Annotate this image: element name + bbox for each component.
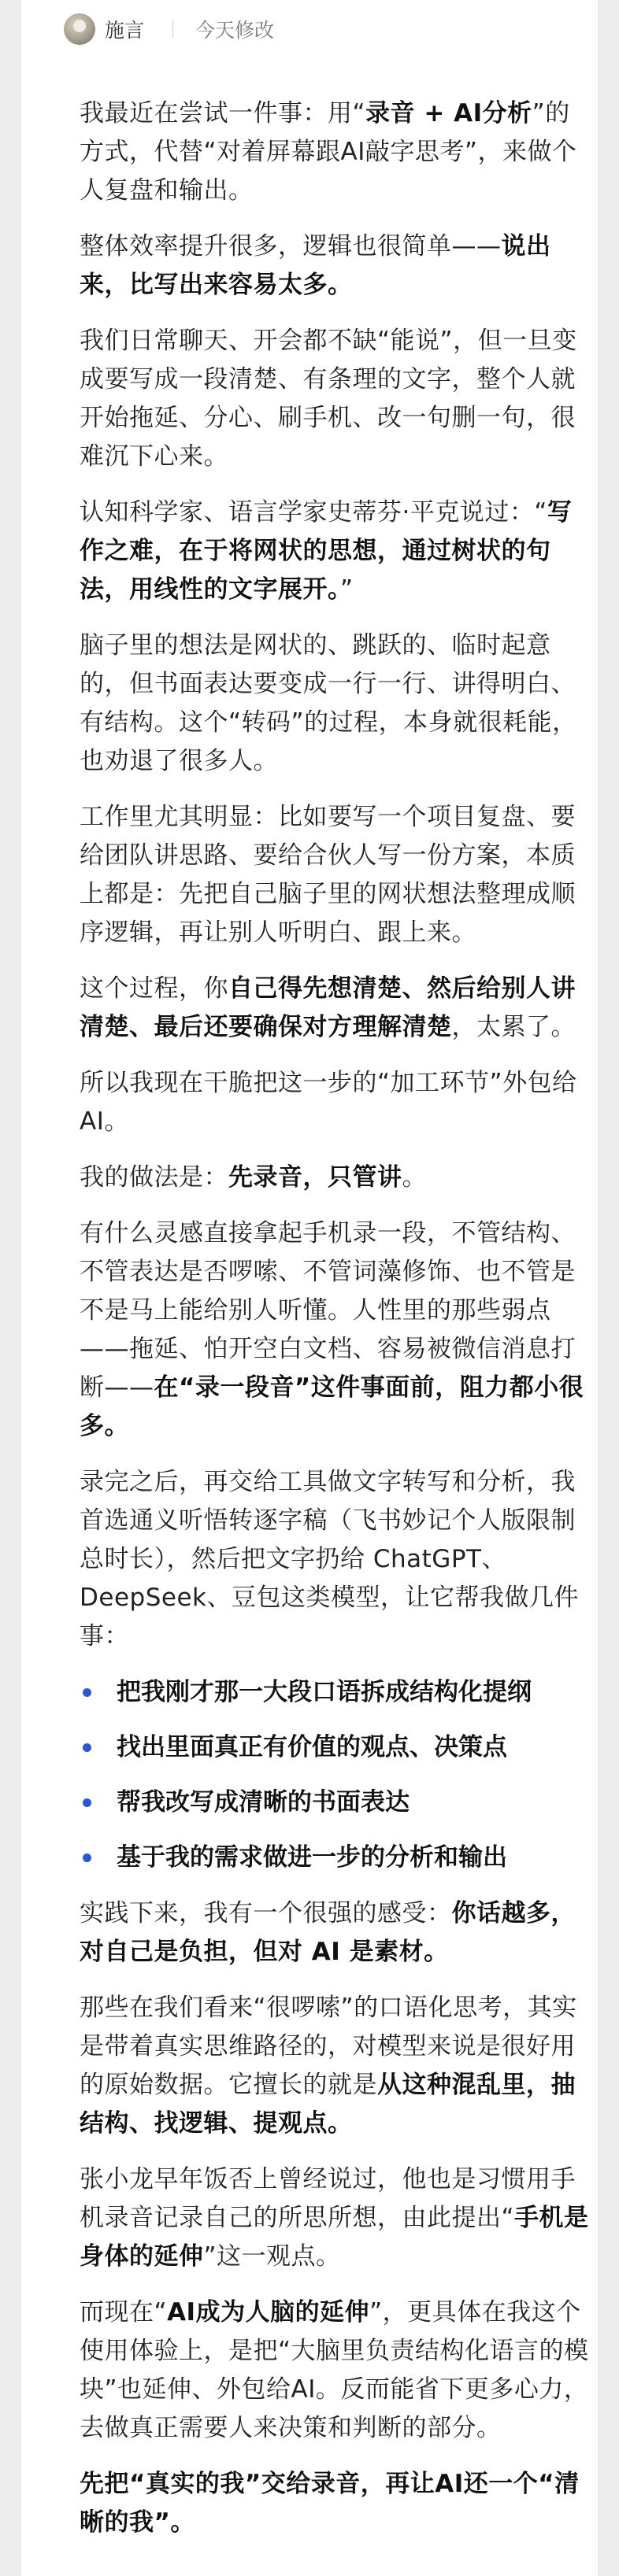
text-run: 有什么灵感直接拿起手机录一段，不管结构、不管表达是否啰嗦、不管词藻修饰、也不管是不是马上能给别人听懂。人性里的那些弱点——拖延、怕开空白文档、容易被微信消息打断—— <box>80 1219 576 1402</box>
text-run: 而现在“ <box>80 2298 168 2327</box>
note-header <box>64 11 274 47</box>
paragraph <box>80 322 591 476</box>
list-item <box>80 1673 591 1712</box>
bold-text-run: 自己得先想清楚、然后给别人讲清楚、最后还要确保对方理解清楚 <box>80 974 576 1041</box>
paragraph <box>80 227 591 305</box>
note-body <box>80 94 591 2559</box>
text-run: 所以我现在干脆把这一步的“加工环节”外包给AI。 <box>80 1069 577 1136</box>
text-run: 实践下来，我有一个很强的感受： <box>80 1899 452 1927</box>
paragraph <box>80 2293 591 2448</box>
list-item-text: 把我刚才那一大段口语拆成结构化提纲 <box>117 1678 532 1706</box>
paragraph <box>80 1064 591 1141</box>
text-run: ”这一观点。 <box>203 2242 341 2271</box>
bold-text-run: 先把“真实的我”交给录音，再让AI还一个“清晰的我”。 <box>80 2470 580 2537</box>
bold-text-run: 手机是身体的延伸 <box>80 2204 589 2271</box>
text-run: 张小龙早年饭否上曾经说过，他也是习惯用手机录音记录自己的所思所想，由此提出“ <box>80 2165 576 2232</box>
text-run: 我的做法是： <box>80 1163 228 1192</box>
bullet-dot-icon <box>83 1798 91 1807</box>
bold-text-run: 从这种混乱里，抽结构、找逻辑、提观点。 <box>80 2071 576 2138</box>
list-item <box>80 1728 591 1767</box>
paragraph <box>80 2160 591 2276</box>
paragraph <box>80 798 591 952</box>
text-run: 录完之后，再交给工具做文字转写和分析，我首选通义听悟转逐字稿（飞书妙记个人版限制总时长），然后把文字扔给 ChatGPT、DeepSeek、豆包这类模型，让它帮我做几件事： <box>80 1468 579 1650</box>
bullet-dot-icon <box>83 1853 91 1862</box>
bullet-dot-icon <box>83 1688 91 1697</box>
paragraph <box>80 970 591 1047</box>
edited-status: 今天修改 <box>195 19 275 42</box>
paragraph <box>80 1159 591 1197</box>
paragraph <box>80 1989 591 2143</box>
text-run: ”的方式，代替“对着屏幕跟AI敲字思考”，来做个人复盘和输出。 <box>80 99 577 205</box>
header-divider <box>172 20 173 38</box>
text-run: 我们日常聊天、开会都不缺“能说”，但一旦变成要写成一段清楚、有条理的文字，整个人就开始拖延、分心、刷手机、改一句删一句，很难沉下心来。 <box>80 327 577 471</box>
text-run: 整体效率提升很多，逻辑也很简单—— <box>80 232 502 261</box>
list-item <box>80 1839 591 1877</box>
author-name[interactable]: 施言 <box>105 19 145 42</box>
text-run: ，太累了。 <box>451 1013 576 1041</box>
avatar[interactable] <box>64 13 95 45</box>
paragraph <box>80 94 591 210</box>
bold-text-run: 写作之难，在于将网状的思想，通过树状的句法，用线性的文字展开。 <box>80 498 573 604</box>
paragraph-group-bottom <box>80 1894 591 2542</box>
bold-text-run: 在“录一段音”这件事面前，阻力都小很多。 <box>80 1373 584 1440</box>
list-item-text: 找出里面真正有价值的观点、决策点 <box>117 1733 507 1761</box>
text-run: 那些在我们看来“很啰嗦”的口语化思考，其实是带着真实思维路径的，对模型来说是很好用的原始数据。它擅长的就是 <box>80 1994 577 2099</box>
text-run: 这个过程，你 <box>80 974 228 1003</box>
paragraph <box>80 493 591 609</box>
bold-text-run: 你话越多，对自己是负担，但对 AI 是素材。 <box>80 1899 576 1966</box>
paragraph <box>80 1463 591 1656</box>
paragraph <box>80 1214 591 1446</box>
text-run: ”，更具体在我这个使用体验上，是把“大脑里负责结构化语言的模块”也延伸、外包给AI。反而能省下更多心力，去做真正需要人来决策和判断的部分。 <box>80 2298 589 2442</box>
text-run: 。 <box>402 1163 427 1192</box>
text-run: 脑子里的想法是网状的、跳跃的、临时起意的，但书面表达要变成一行一行、讲得明白、有结构。这个“转码”的过程，本身就很耗能，也劝退了很多人。 <box>80 631 577 775</box>
bold-text-run: AI成为人脑的延伸 <box>167 2298 370 2327</box>
text-run: ” <box>340 575 354 604</box>
bold-text-run: 说出来，比写出来容易太多。 <box>80 232 551 299</box>
paragraph <box>80 626 591 781</box>
text-run: 我最近在尝试一件事：用“ <box>80 99 366 128</box>
list-item <box>80 1783 591 1822</box>
bullet-list <box>80 1673 591 1877</box>
bullet-dot-icon <box>83 1743 91 1752</box>
closing-paragraph <box>80 2465 591 2542</box>
bold-text-run: 录音 + AI分析 <box>365 99 532 128</box>
paragraph-group-top <box>80 94 591 1656</box>
note-card <box>20 0 599 2576</box>
bold-text-run: 先录音，只管讲 <box>228 1163 402 1192</box>
text-run: 工作里尤其明显：比如要写一个项目复盘、要给团队讲思路、要给合伙人写一份方案，本质上都是：先把自己脑子里的网状想法整理成顺序逻辑，再让别人听明白、跟上来。 <box>80 803 576 947</box>
list-item-text: 帮我改写成清晰的书面表达 <box>117 1788 410 1817</box>
paragraph <box>80 1894 591 1972</box>
list-item-text: 基于我的需求做进一步的分析和输出 <box>117 1843 507 1872</box>
text-run: 认知科学家、语言学家史蒂芬·平克说过：“ <box>80 498 547 527</box>
